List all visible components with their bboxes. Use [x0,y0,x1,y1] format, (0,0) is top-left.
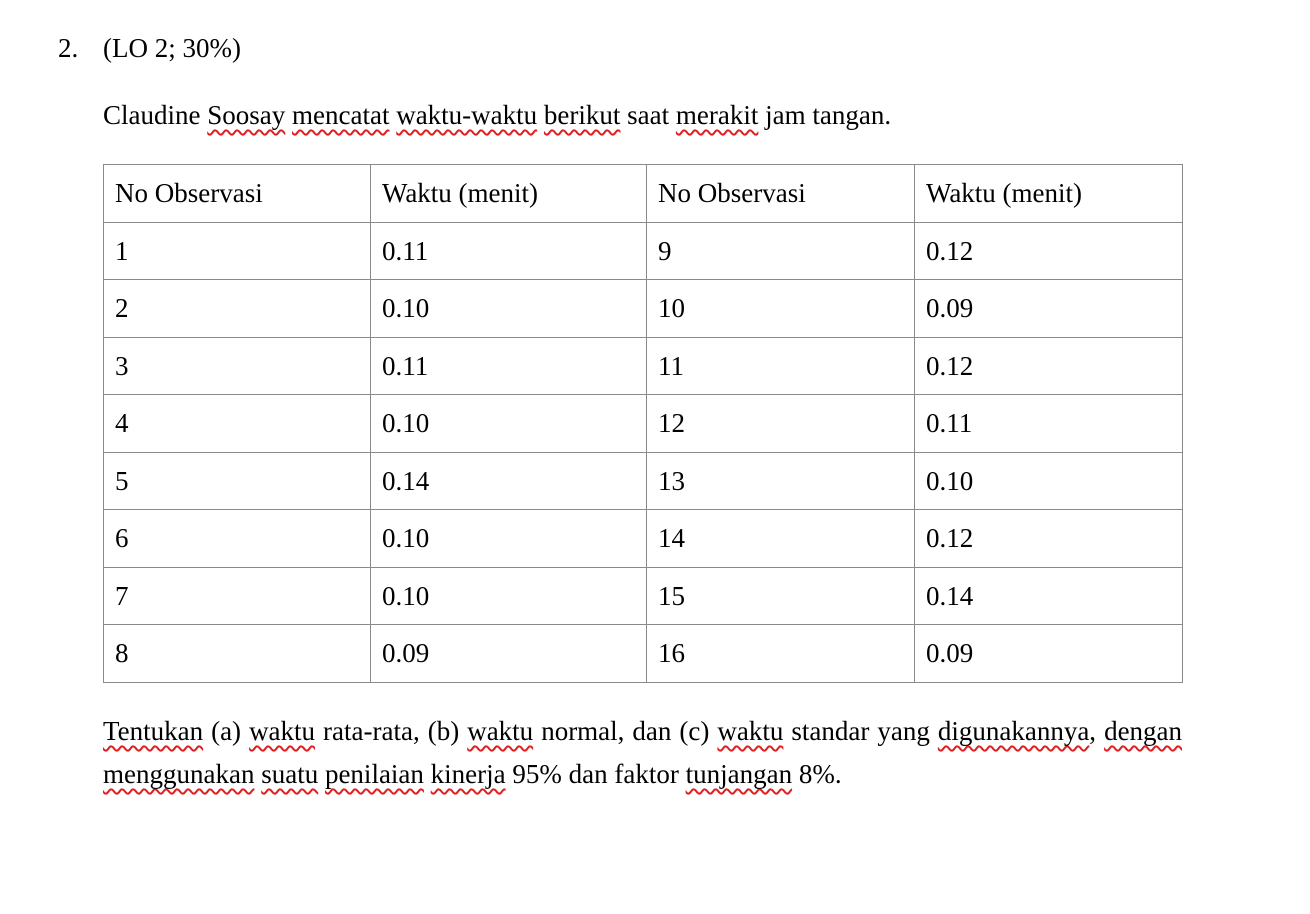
table-row [104,395,1183,453]
observation-number-cell: 11 [647,337,915,395]
table-row [104,222,1183,280]
time-value-cell: 0.09 [371,625,647,683]
time-value-cell: 0.11 [915,395,1183,453]
question-header [58,30,241,66]
task-text: rata-rata, (b) [315,716,468,746]
column-header: No Observasi [647,165,915,223]
spellcheck-word[interactable]: digunakannya [937,716,1090,746]
spellcheck-word[interactable]: Soosay [207,100,286,130]
column-header: Waktu (menit) [915,165,1183,223]
observation-number-cell: 14 [647,510,915,568]
time-value-cell: 0.14 [915,567,1183,625]
spellcheck-word[interactable]: merakit [675,100,759,130]
intro-text: saat [620,100,676,130]
observation-number-cell: 1 [104,222,371,280]
observation-number-cell: 10 [647,280,915,338]
time-value-cell: 0.12 [915,222,1183,280]
intro-text: Claudine [103,100,208,130]
observation-number-cell: 7 [104,567,371,625]
task-text: 8%. [792,759,842,789]
observation-number-cell: 4 [104,395,371,453]
observation-number-cell: 15 [647,567,915,625]
task-text: normal, dan (c) [533,716,718,746]
spellcheck-word[interactable]: waktu-waktu [396,100,538,130]
time-value-cell: 0.14 [371,452,647,510]
spellcheck-word[interactable]: suatu [261,759,319,789]
observation-table [103,164,1183,683]
table-header-row [104,165,1183,223]
question-label: (LO 2; 30%) [103,33,241,63]
intro-paragraph [103,97,891,133]
task-paragraph [103,710,1182,796]
table-row [104,280,1183,338]
question-number: 2. [58,33,79,63]
time-value-cell: 0.12 [915,510,1183,568]
intro-text: jam tangan. [758,100,892,130]
time-value-cell: 0.09 [915,625,1183,683]
observation-number-cell: 9 [647,222,915,280]
spellcheck-word[interactable]: dengan [1104,716,1183,746]
spellcheck-word[interactable]: kinerja [430,759,506,789]
task-text: (a) [203,716,250,746]
spellcheck-word[interactable]: Tentukan [103,716,204,746]
spellcheck-word[interactable]: waktu [717,716,784,746]
time-value-cell: 0.10 [371,395,647,453]
spellcheck-word[interactable]: penilaian [324,759,424,789]
table-row [104,510,1183,568]
time-value-cell: 0.11 [371,337,647,395]
intro-text [285,100,292,130]
time-value-cell: 0.12 [915,337,1183,395]
observation-number-cell: 2 [104,280,371,338]
table-row [104,625,1183,683]
time-value-cell: 0.10 [371,567,647,625]
time-value-cell: 0.11 [371,222,647,280]
task-text [318,759,325,789]
table-row [104,567,1183,625]
time-value-cell: 0.09 [915,280,1183,338]
spellcheck-word[interactable]: berikut [543,100,621,130]
observation-number-cell: 16 [647,625,915,683]
time-value-cell: 0.10 [371,510,647,568]
task-text: , [1089,716,1105,746]
task-text: standar yang [783,716,938,746]
observation-number-cell: 12 [647,395,915,453]
time-value-cell: 0.10 [371,280,647,338]
spellcheck-word[interactable]: menggunakan [103,759,255,789]
observation-number-cell: 8 [104,625,371,683]
observation-number-cell: 6 [104,510,371,568]
intro-text [537,100,544,130]
spellcheck-word[interactable]: mencatat [292,100,390,130]
observation-number-cell: 3 [104,337,371,395]
observation-number-cell: 13 [647,452,915,510]
table-row [104,452,1183,510]
spellcheck-word[interactable]: waktu [467,716,534,746]
observation-number-cell: 5 [104,452,371,510]
column-header: No Observasi [104,165,371,223]
table-row [104,337,1183,395]
column-header: Waktu (menit) [371,165,647,223]
task-text: 95% dan faktor [505,759,686,789]
time-value-cell: 0.10 [915,452,1183,510]
spellcheck-word[interactable]: tunjangan [685,759,793,789]
spellcheck-word[interactable]: waktu [249,716,316,746]
task-text [424,759,431,789]
